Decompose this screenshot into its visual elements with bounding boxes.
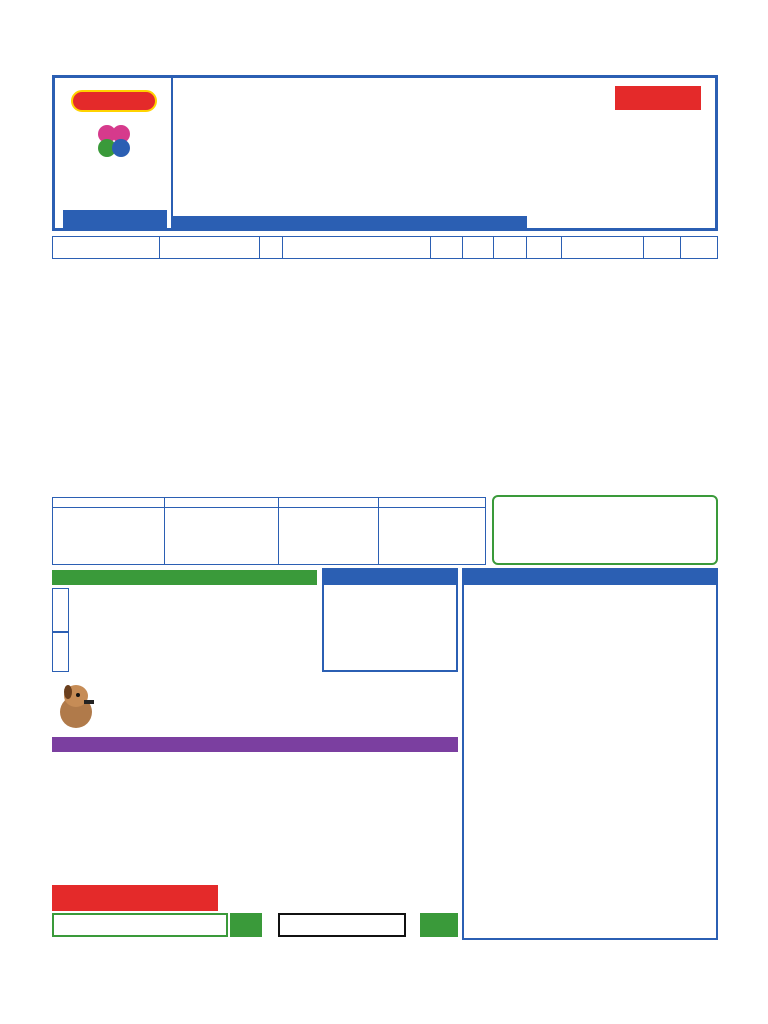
course-number — [63, 210, 167, 228]
runners-table — [52, 236, 718, 259]
jackpot-logo — [71, 90, 157, 112]
clover-icon — [81, 120, 147, 164]
race-header — [52, 75, 718, 231]
main-dor-label — [52, 885, 218, 911]
depart-time — [615, 86, 701, 110]
bases-label — [52, 588, 69, 632]
avis-confreres-box — [462, 568, 718, 940]
col-header — [527, 237, 562, 259]
avis-confreres-title — [464, 570, 716, 585]
pmug-logo — [435, 170, 515, 202]
jackpot-amount — [535, 114, 695, 210]
denicheur-box — [492, 495, 718, 565]
col-header — [494, 237, 527, 259]
outsiders-column — [279, 498, 379, 564]
outsiders-label — [52, 632, 69, 672]
col-header — [159, 237, 260, 259]
col-header — [463, 237, 494, 259]
tocards-title — [379, 498, 485, 508]
favoris-title — [53, 498, 164, 508]
secondes-chances-column — [165, 498, 279, 564]
programme-badge — [55, 78, 173, 228]
favoris-column — [53, 498, 165, 564]
toute-la-ville-number — [420, 913, 458, 937]
bon-a-savoir-title — [324, 570, 456, 585]
dog-mascot-icon — [54, 680, 98, 730]
toute-la-ville-label — [278, 913, 406, 937]
col-header — [53, 237, 160, 259]
col-header — [282, 237, 430, 259]
tocards-column — [379, 498, 485, 564]
supers-infos-title — [52, 570, 317, 585]
col-header — [644, 237, 681, 259]
derniere-minute-number — [230, 913, 262, 937]
col-header — [430, 237, 463, 259]
promo-strip — [173, 216, 527, 230]
col-header — [561, 237, 643, 259]
conseils-title — [52, 737, 458, 752]
outsiders-title — [279, 498, 378, 508]
col-header — [680, 237, 717, 259]
derniere-minute-label — [52, 913, 228, 937]
secondes-chances-title — [165, 498, 278, 508]
bon-a-savoir-box — [322, 568, 458, 672]
coup-de-fil-box — [52, 676, 458, 734]
pronostic-categories — [52, 497, 486, 565]
table-header-row — [53, 237, 718, 259]
col-header — [260, 237, 283, 259]
